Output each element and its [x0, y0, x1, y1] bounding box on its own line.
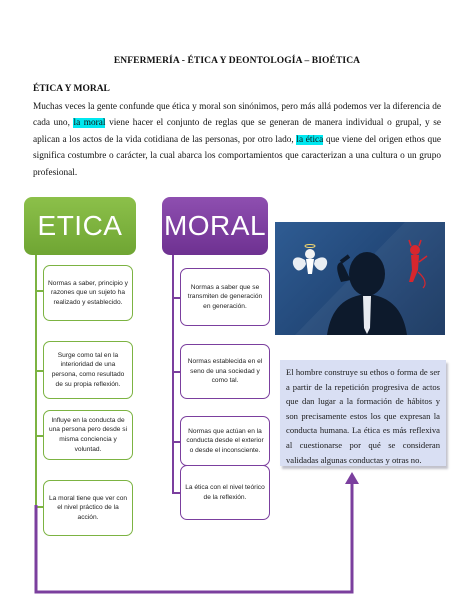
paragraph-text: Muchas veces la gente confunde que ética y moral son sinónimos, pero más allá podemos ver la diferencia de cada uno, — [33, 102, 441, 129]
moral-header: MORAL — [162, 197, 268, 255]
moral-item: Normas establecida en el seno de una sociedad y como tal. — [180, 344, 270, 399]
etica-branch — [35, 435, 43, 437]
etica-item: Normas a saber, principio y razones que un sujeto ha realizado y establecido. — [43, 265, 133, 321]
etica-connector — [35, 255, 37, 507]
etica-header: ETICA — [24, 197, 136, 255]
etica-branch — [35, 506, 43, 508]
etica-branch — [35, 370, 43, 372]
moral-branch — [172, 297, 180, 299]
moral-branch — [172, 371, 180, 373]
paragraph-text: que viene del origen ethos que significa costumbre o carácter, la cual abarca los comportamientos que caracterizan a una cultura o un grupo profesional. — [33, 134, 441, 178]
document-title: ENFERMERÍA - ÉTICA Y DEONTOLOGÍA – BIOÉTICA — [113, 56, 361, 66]
illustration-art — [275, 222, 445, 335]
moral-branch — [172, 441, 180, 443]
highlight-la-moral: la moral — [73, 118, 106, 129]
etica-item: Surge como tal en la interioridad de una persona, como resultado de su propia reflexión. — [43, 341, 133, 399]
moral-item: La ética con el nivel teórico de la reflexión. — [180, 465, 270, 520]
section-heading: ÉTICA Y MORAL — [33, 84, 110, 94]
paragraph-text: viene hacer el conjunto de reglas que se generan de manera individual o grupal, y se aplican a los actos de la vida cotidiana de las personas, por otro lado, — [33, 118, 441, 145]
etica-item: La moral tiene que ver con el nivel práctico de la acción. — [43, 480, 133, 536]
moral-connector — [172, 255, 174, 493]
etica-branch — [35, 290, 43, 292]
thinking-man-angel-devil-image — [275, 222, 445, 335]
note-box: El hombre construye su ethos o forma de ser a partir de la repetición progresiva de actos que dan lugar a la formación de hábitos y son precisamente estos los que expresan la conducta humana. La ética es más reflexiva al cuestionarse por qué se consideran validadas algunas conductas y otras no. — [280, 360, 446, 466]
etica-item: Influye en la conducta de una persona pero desde si misma conciencia y voluntad. — [43, 410, 133, 460]
highlight-la-etica: la ética — [296, 134, 324, 145]
moral-item: Normas que actúan en la conducta desde el exterior o desde el inconsciente. — [180, 416, 270, 466]
intro-paragraph — [33, 99, 441, 181]
moral-item: Normas a saber que se transmiten de generación en generación. — [180, 268, 270, 326]
moral-branch — [172, 492, 180, 494]
